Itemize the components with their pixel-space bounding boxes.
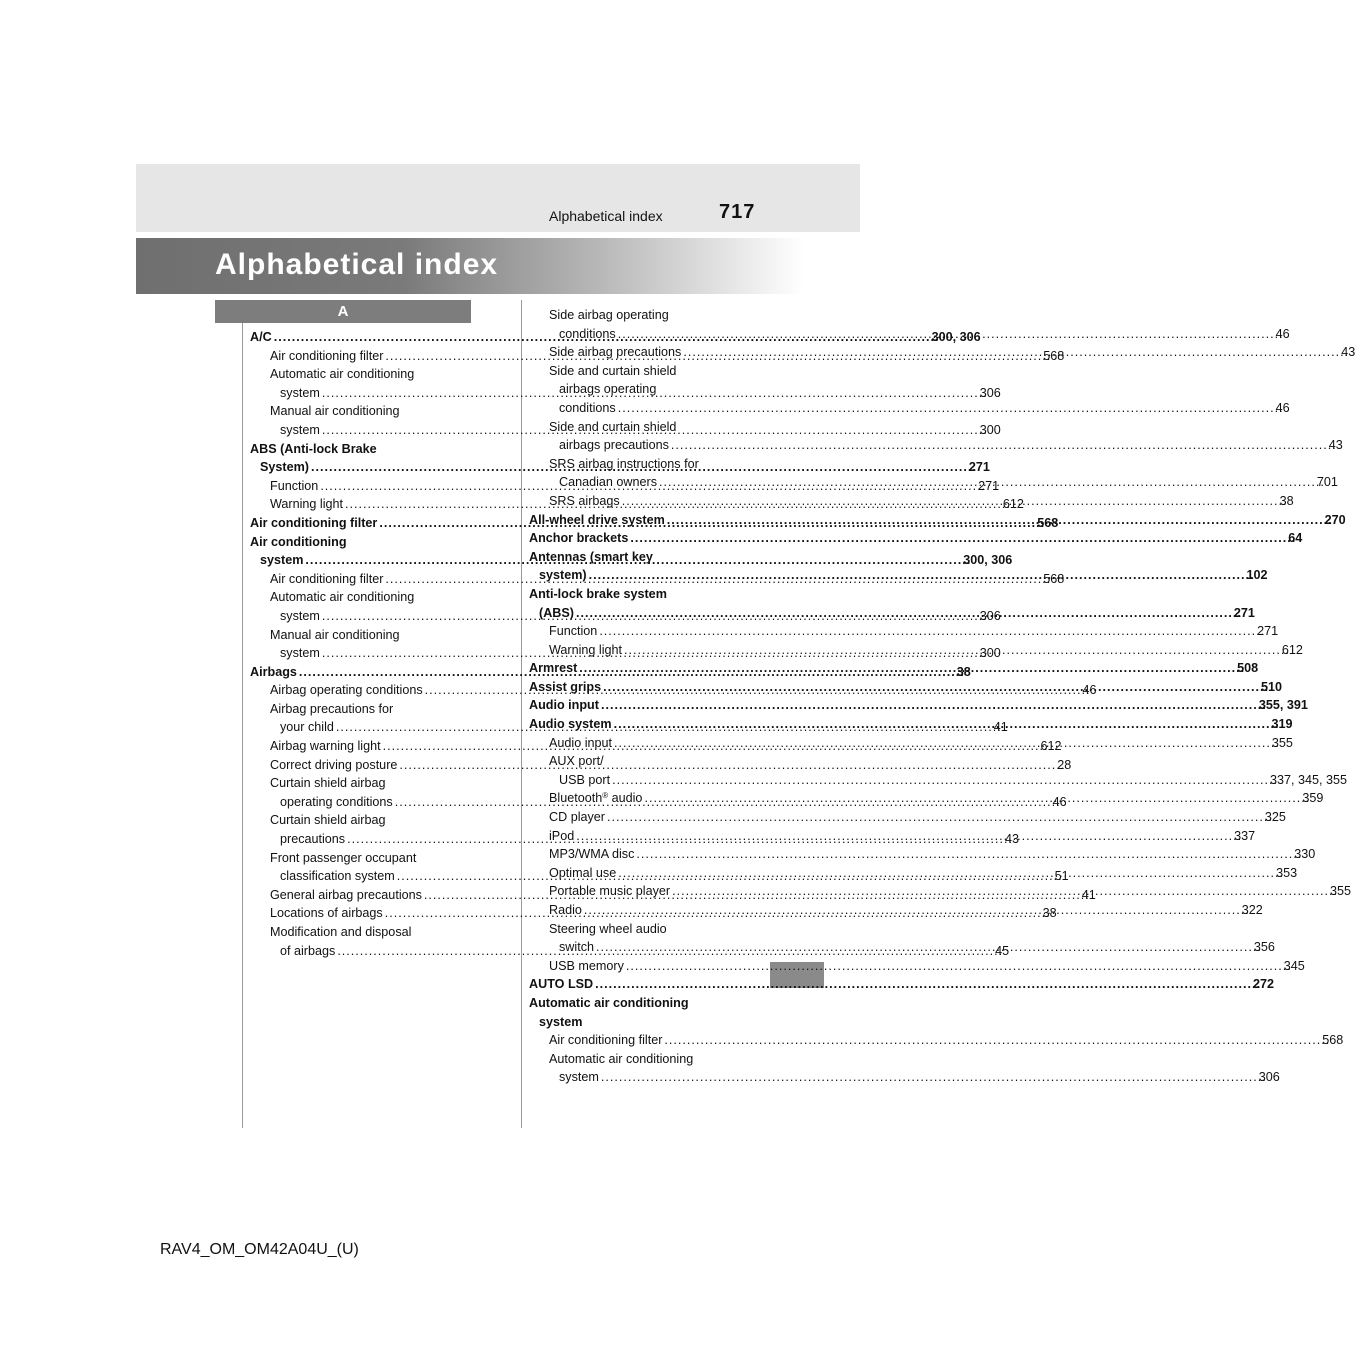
index-entry-line [549,845,1316,864]
index-term: Audio system [529,717,612,732]
dot-leader [576,827,1242,846]
dot-leader [595,975,1261,994]
index-entry-line [529,975,1275,994]
index-entry-line: Curtain shield airbag [270,813,386,828]
index-term: Audio input [529,698,599,713]
index-term: Airbag operating conditions [270,683,423,698]
index-entry [529,1031,1344,1050]
index-term: system [280,646,320,661]
page-reference: 300 [979,422,1001,437]
index-entry-line: AUX port/ [549,754,604,769]
index-entry-line: Steering wheel audio [549,921,667,936]
page-reference: 271 [968,460,990,475]
dot-leader [601,696,1267,715]
index-entry-line: Curtain shield airbag [270,776,386,791]
index-term: Function [549,624,598,639]
page-reference: 355, 391 [1258,698,1308,713]
section-letter: A [215,300,471,323]
index-entry-line [549,622,1279,641]
index-entry [529,808,1286,827]
page-reference: 319 [1271,717,1293,732]
page-reference: 345 [1283,958,1305,973]
page-reference: 568 [1037,515,1059,530]
page-reference: 359 [1302,791,1324,806]
document-code: RAV4_OM_OM42A04U_(U) [160,1241,359,1258]
index-term: system [280,385,320,400]
dot-leader [618,864,1284,883]
dot-leader [671,436,1337,455]
index-term: All-wheel drive system [529,512,665,527]
page-reference: 568 [1322,1033,1344,1048]
index-entry-line [529,529,1303,548]
page-reference: 38 [956,664,971,679]
dot-leader [599,622,1265,641]
page-reference: 325 [1264,810,1286,825]
page-reference: 45 [995,943,1010,958]
index-term: CD player [549,810,605,825]
index-term: Audio input [549,735,613,750]
index-term: Air conditioning filter [270,348,384,363]
page-reference: 568 [1043,348,1065,363]
page-reference: 46 [1275,326,1290,341]
index-term: conditions [559,326,616,341]
index-entry-line: Automatic air conditioning [270,367,415,382]
dot-leader [683,343,1349,362]
index-term: Radio [549,903,582,917]
index-term: iPod [549,828,575,843]
running-header: Alphabetical index [549,208,663,224]
index-term: System) [260,460,309,475]
page-reference: 46 [1052,794,1067,809]
page-reference: 102 [1246,568,1268,583]
page-reference: 330 [1294,847,1316,862]
dot-leader [576,604,1242,623]
index-entry-line: Airbag precautions for [270,701,394,716]
page-reference: 270 [1324,512,1346,527]
page-reference: 272 [1253,977,1275,992]
index-entry-line [559,1068,1280,1087]
index-entry-line: Antennas (smart key [529,549,653,564]
index-entry-line: Side and curtain shield [549,419,677,434]
index-entry-line: Anti-lock brake system [529,586,667,601]
index-entry-line: Automatic air conditioning [529,995,689,1010]
dot-leader [664,1031,1330,1050]
index-entry [529,622,1279,641]
index-term: Air conditioning filter [549,1033,663,1048]
dot-leader [612,771,1278,790]
page-reference: 271 [1257,624,1279,639]
page-reference: 306 [1258,1070,1280,1085]
index-entry-line: Automatic air conditioning [270,590,415,605]
dot-leader [644,789,1310,808]
page-title: Alphabetical index [215,248,499,281]
index-entry-line: Air conditioning [250,534,347,549]
dot-leader [626,957,1292,976]
index-term: MP3/WMA disc [549,847,635,862]
page-number: 717 [719,201,756,223]
page-reference: 271 [1233,605,1255,620]
column-rule-left [242,300,243,1128]
index-term: classification system [280,869,395,884]
index-term: operating conditions [280,794,393,809]
page-reference: 508 [1237,661,1259,676]
index-entry-line [559,771,1348,790]
index-entry [529,1050,1280,1087]
index-term: Portable music player [549,884,671,899]
index-entry-line [559,399,1290,418]
index-term: Function [270,478,319,493]
page-reference: 355 [1329,884,1351,899]
page-reference: 46 [1082,683,1097,698]
index-entry-line [529,696,1308,715]
page-reference: 300, 306 [931,330,981,344]
page-reference: 43 [1341,345,1355,360]
index-term: switch [559,940,594,955]
index-term: airbags precautions [559,438,669,453]
index-term: your child [280,720,334,735]
page-reference: 271 [978,478,1000,493]
index-term: Airbag warning light [270,739,381,754]
dot-leader [603,678,1269,697]
index-term: system [280,608,320,623]
page-reference: 41 [993,720,1008,735]
index-entry-line [549,957,1305,976]
dot-leader [622,492,1288,511]
page-reference: 322 [1241,903,1263,917]
page-reference: 38 [1042,906,1057,921]
page-reference: 41 [1081,887,1096,902]
dot-leader [624,641,1290,660]
index-term: precautions [280,832,346,847]
dot-leader [579,659,1245,678]
index-entry [529,529,1303,548]
dot-leader [636,845,1302,864]
page-reference: 612 [1040,739,1062,754]
index-term: Airbags [250,664,297,679]
dot-leader [607,808,1273,827]
index-term: Canadian owners [559,475,658,490]
dot-leader [618,325,1284,344]
index-term: USB port [559,772,611,787]
index-entry-line [559,436,1343,455]
index-entry-line: Manual air conditioning [270,627,400,642]
page-reference: 355 [1271,735,1293,750]
dot-leader [589,566,1255,585]
index-term: conditions [559,400,616,415]
index-term: Side airbag precautions [549,345,682,360]
index-term: Anchor brackets [529,531,629,546]
dot-leader [584,901,1250,920]
index-term: (ABS) [539,605,574,620]
index-term: Assist grips [529,679,602,694]
index-entry [529,845,1316,864]
dot-leader [630,529,1296,548]
page-reference: 612 [1002,497,1024,512]
index-term: Warning light [270,497,344,512]
dot-leader [596,938,1262,957]
index-term: Air conditioning filter [250,515,378,530]
dot-leader [667,511,1333,530]
index-entry-line [549,1031,1344,1050]
page-reference: 306 [979,608,1001,623]
dot-leader [614,715,1280,734]
index-entry-line [549,808,1286,827]
index-entry-line: ABS (Anti-lock Brake [250,441,377,456]
index-entry-line: Side and curtain shield [549,363,677,378]
page-reference: 356 [1253,940,1275,955]
page-reference: 46 [1275,400,1290,415]
index-term: system [559,1070,599,1085]
page-reference: 64 [1288,531,1303,546]
index-term: AUTO LSD [529,977,594,992]
index-term: A/C [250,330,272,344]
index-term: system [260,553,304,568]
index-term: Optimal use [549,865,617,880]
index-entry-line: Automatic air conditioning [549,1051,694,1066]
dot-leader [672,882,1338,901]
index-entry-line: SRS airbag instructions for [549,456,699,471]
page-reference: 43 [1328,438,1343,453]
index-term: SRS airbags [549,493,620,508]
index-entry-line: airbags operating [559,382,657,397]
dot-leader [618,399,1284,418]
index-term: Warning light [549,642,623,657]
page-reference: 43 [1004,832,1019,847]
index-entry [529,975,1275,994]
index-entry-line: Front passenger occupant [270,850,417,865]
page-reference: 300, 306 [963,553,1013,568]
index-term: Air conditioning filter [270,571,384,586]
page-reference: 337, 345, 355 [1269,772,1348,787]
page-reference: 306 [979,385,1001,400]
page-reference: 300 [979,646,1001,661]
page-reference: 28 [1057,757,1072,772]
dot-leader [614,734,1280,753]
index-term: USB memory [549,958,624,973]
index-term: Armrest [529,661,578,676]
index-term: system) [539,568,587,583]
index-entry-line: Side airbag operating [549,308,669,322]
dot-leader [659,473,1325,492]
index-term: Locations of airbags [270,906,383,921]
index-term: Correct driving posture [270,757,398,772]
index-entry-line: Manual air conditioning [270,404,400,419]
page-reference: 51 [1054,869,1069,884]
index-entry-line: system [539,1014,583,1029]
index-term: system [280,422,320,437]
page-reference: 353 [1276,865,1298,880]
page-reference: 510 [1260,679,1282,694]
page-reference: 568 [1043,571,1065,586]
page-reference: 701 [1316,475,1338,490]
page-reference: 38 [1279,493,1294,508]
index-term: General airbag precautions [270,887,422,902]
page-reference: 612 [1281,642,1303,657]
index-entry [529,696,1308,715]
dot-leader [601,1068,1267,1087]
index-entry [529,994,750,1031]
index-term: Bluetooth® audio [549,791,643,806]
page-reference: 337 [1234,828,1256,843]
index-entry [529,957,1305,976]
index-entry-line: Modification and disposal [270,925,412,939]
index-term: of airbags [280,943,336,958]
